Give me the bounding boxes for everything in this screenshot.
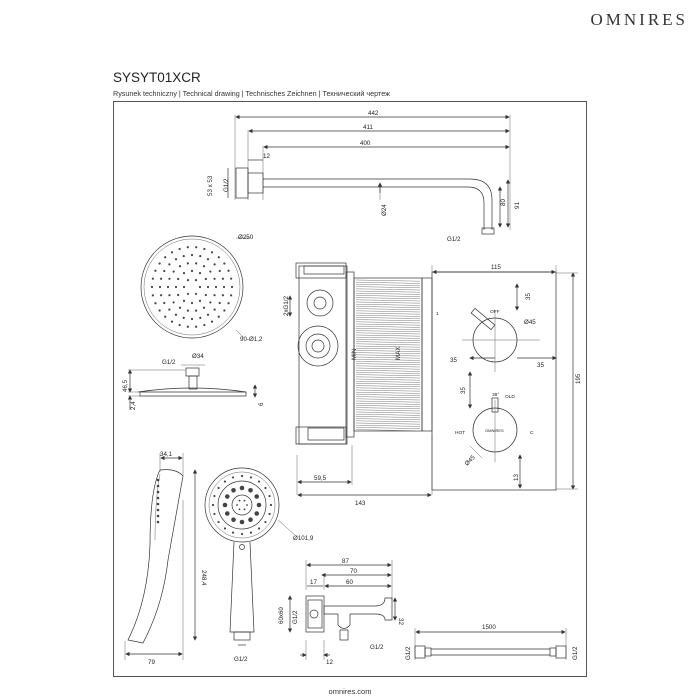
dim-elbow-70: 70 [350,568,357,575]
nozzle-dot [223,286,225,288]
knurl-line [356,410,420,411]
knurl-line [356,401,420,402]
concealed-box-drawing [290,263,432,495]
knurl-line [356,381,420,382]
knurl-line [356,399,420,400]
label-plate-38: 38° [492,393,500,398]
nozzle-dot [168,278,170,280]
knurl-line [356,350,420,351]
dim-head-24: 2,4 [130,401,137,410]
nozzle-dot [187,293,189,295]
knurl-line [356,300,420,301]
knurl-line [356,289,420,290]
nozzle-dot [187,326,189,328]
knurl-line [356,293,420,294]
nozzle-dot [213,278,215,280]
nozzle-dot [199,255,201,257]
nozzle-dot [179,307,181,309]
dim-elbow-60x60: 60x60 [278,607,285,624]
knurl-line [356,320,420,321]
nozzle-dot [191,318,193,320]
knurl-line [356,282,420,283]
knurl-line [356,315,420,316]
spray-dot [212,504,214,506]
nozzle-dot [168,294,170,296]
spray-dot [236,504,238,506]
nozzle-dot [207,286,209,288]
nozzle-dot [187,310,189,312]
nozzle-dot [213,294,215,296]
side-spray-dot [157,491,160,494]
dim-hand-79: 79 [148,659,155,666]
nozzle-dot [219,270,221,272]
knurl-line [356,298,420,299]
nozzle-dot [191,302,193,304]
side-spray-dot [157,485,160,488]
knurl-line [356,394,420,395]
knurl-line [356,364,420,365]
knurl-line [356,322,420,323]
dim-hand-d1019: Ø101,9 [293,535,314,542]
knurl-line [356,403,420,404]
knurl-line [356,359,420,360]
knurl-line [356,405,420,406]
nozzle-dot [207,314,209,316]
dim-hand-341: 34,1 [160,451,173,458]
spray-dot [224,480,226,482]
knurl-line [356,342,420,343]
spray-dot [268,495,270,497]
nozzle-dot [205,294,207,296]
rain-head-side-view [128,365,255,410]
knurl-line [356,379,420,380]
nozzle-dot [199,317,201,319]
nozzle-dot [187,262,189,264]
spray-dot [224,527,226,529]
dim-plate-115: 115 [491,264,501,271]
knurl-line [356,366,420,367]
dim-hand-2484: 248,4 [200,570,207,586]
nozzle-dot [160,278,162,280]
spray-dot [258,527,260,529]
dim-head-465: 46,5 [122,379,129,392]
dim-head-nozzles: 90-Ø1,2 [240,336,263,343]
nozzle-dot [203,248,205,250]
knurl-line [356,386,420,387]
nozzle-dot [195,279,197,281]
hand-shower-side-drawing [125,453,195,660]
knurl-line [356,335,420,336]
spray-dot [217,521,219,523]
knurl-line [356,317,420,318]
knurl-line [356,423,420,424]
knurl-line [356,313,420,314]
dim-arm-d24: Ø24 [381,204,388,216]
nozzle-dot [230,278,232,280]
brand-logo: OMNIRES [590,10,688,29]
dim-elbow-12: 12 [326,659,333,666]
spray-dot [257,503,262,508]
nozzle-dot [195,293,197,295]
nozzle-dot [152,278,154,280]
spray-dot [239,500,241,502]
knurl-line [356,344,420,345]
label-plate-1: 1 [436,312,439,317]
knurl-line [356,339,420,340]
nozzle-dot [223,262,225,264]
knurl-line [356,368,420,369]
dim-12: 12 [263,153,270,160]
nozzle-dot [211,321,213,323]
side-spray-dot [157,521,160,524]
hose-drawing [415,628,566,660]
spray-dot [241,533,243,535]
dim-head-g12: G1/2 [162,359,176,366]
nozzle-dot [179,324,181,326]
nozzle-dot [183,255,185,257]
knurl-line [356,377,420,378]
dim-plate-35b: 35 [450,357,457,364]
knurl-line [356,346,420,347]
nozzle-dot [183,317,185,319]
nozzle-dot [207,258,209,260]
knurl-line [356,304,420,305]
knurl-line [356,412,420,413]
label-plate-c: C [530,431,534,436]
dim-elbow-g12b: G1/2 [370,644,384,651]
spray-dot [254,494,259,499]
dim-80: 80 [500,199,507,206]
nozzle-dot [227,302,229,304]
nozzle-dot [152,294,154,296]
nozzle-dot [195,262,197,264]
spray-dot [244,508,246,510]
knurl-line [356,421,420,422]
nozzle-dot [154,302,156,304]
knurl-line [356,306,420,307]
nozzle-dot [219,302,221,304]
nozzle-dot [222,294,224,296]
side-spray-dot [157,479,160,482]
nozzle-dot [179,248,181,250]
knurl-line [356,370,420,371]
nozzle-dot [191,254,193,256]
knurl-line [356,408,420,409]
knurl-line [356,337,420,338]
nozzle-dot [151,286,153,288]
nozzle-dot [205,278,207,280]
spray-dot [225,511,230,516]
dim-plate-d45b: Ø45 [463,454,477,468]
dim-91: 91 [514,202,521,209]
footer-url: omnires.com [328,687,372,696]
nozzle-dot [199,272,201,274]
nozzle-dot [218,316,220,318]
nozzle-dot [199,300,201,302]
spray-dot [232,476,234,478]
nozzle-dot [195,246,197,248]
dim-plate-195: 195 [575,373,582,384]
rain-shower-head-drawing [141,236,250,338]
spray-dot [240,520,245,525]
nozzle-dot [187,279,189,281]
nozzle-dot [175,314,177,316]
nozzle-dot [195,326,197,328]
nozzle-dot [175,286,177,288]
knurl-line [356,388,420,389]
nozzle-dot [164,256,166,258]
nozzle-dot [177,278,179,280]
knurl-line [356,328,420,329]
knurl-line [356,355,420,356]
dim-elbow-17: 17 [310,579,317,586]
nozzle-dot [177,294,179,296]
spray-dot [254,511,259,516]
drawing-subtitle: Rysunek techniczny | Technical drawing | Technisches Zeichnen | Технический чертеж [113,89,390,98]
knurl-line [356,353,420,354]
knurl-line [356,414,420,415]
knurl-line [356,372,420,373]
spray-dot [246,504,248,506]
nozzle-dot [175,258,177,260]
dim-box-143: 143 [355,500,366,507]
dim-elbow-87: 87 [342,558,349,565]
dim-plate-35c: 35 [537,362,544,369]
nozzle-dot [183,272,185,274]
dim-elbow-60: 60 [346,579,353,586]
nozzle-dot [199,286,201,288]
spray-dot [268,513,270,515]
knurl-line [356,392,420,393]
spray-dot [270,504,272,506]
spray-dot [264,521,266,523]
spray-dot [248,517,253,522]
nozzle-dot [203,324,205,326]
shower-arm-drawing [228,115,510,234]
dim-arm-g12: G1/2 [223,178,230,192]
knurl-line [356,427,420,428]
dim-plate-d45a: Ø45 [524,319,536,326]
nozzle-dot [230,294,232,296]
nozzle-dot [179,265,181,267]
knurl-line [356,291,420,292]
knurl-line [356,425,420,426]
knurl-line [356,383,420,384]
label-plate-cold: OLD [505,395,515,400]
label-plate-hot: HOT [455,431,466,436]
dim-411: 411 [363,124,373,131]
spray-dot [240,486,245,491]
dim-arm-end-g12: G1/2 [447,236,461,243]
dim-plate-35d: 35 [460,387,467,394]
nozzle-dot [173,270,175,272]
knurl-line [356,430,420,431]
dim-plate-35a: 35 [525,293,532,300]
spray-dot [213,513,215,515]
spray-dot [231,488,236,493]
dim-400: 400 [360,140,371,147]
spray-dot [223,503,228,508]
dim-hand-g12: G1/2 [234,656,248,663]
knurl-line [356,357,420,358]
label-plate-brand: OMNIRES [485,428,504,433]
dim-box-2xg12: 2xG1/2 [283,296,290,316]
nozzle-dot [214,263,216,265]
spray-dot [258,480,260,482]
nozzle-dot [183,300,185,302]
nozzle-dot [215,286,217,288]
knurl-line [356,390,420,391]
dim-elbow-32: 32 [397,618,404,625]
nozzle-dot [164,316,166,318]
spray-dot [213,495,215,497]
knurl-line [356,311,420,312]
nozzle-dot [218,256,220,258]
knurl-line [356,361,420,362]
dim-head-d34: Ø34 [192,353,204,360]
side-spray-dot [157,503,160,506]
nozzle-dot [168,263,170,265]
spray-dot [241,475,243,477]
model-code: SYSYT01XCR [113,70,201,85]
knurl-line [356,397,420,398]
knurl-line [356,416,420,417]
dim-hose-g12a: G1/2 [405,646,412,660]
nozzle-dot [159,309,161,311]
nozzle-dot [154,270,156,272]
nozzle-dot [203,265,205,267]
dim-head-d250: Ø250 [238,234,254,241]
nozzle-dot [163,270,165,272]
knurl-line [356,309,420,310]
knurl-line [356,284,420,285]
knurl-line [356,302,420,303]
spray-dot [225,494,230,499]
nozzle-dot [203,307,205,309]
nozzle-dot [231,286,233,288]
knurl-line [356,333,420,334]
nozzle-dot [187,246,189,248]
spray-dot [250,531,252,533]
nozzle-dot [167,286,169,288]
knurl-line [356,287,420,288]
dim-head-6: 6 [258,402,265,406]
dim-hose-g12b: G1/2 [572,646,579,660]
spray-dot [248,488,253,493]
spray-dot [231,517,236,522]
nozzle-dot [159,262,161,264]
label-box-min: MIN [351,348,358,360]
spray-dot [232,531,234,533]
nozzle-dot [227,270,229,272]
knurl-line [356,348,420,349]
knurl-line [356,419,420,420]
nozzle-dot [160,294,162,296]
nozzle-dot [214,309,216,311]
dim-442: 442 [368,110,379,117]
nozzle-dot [159,286,161,288]
knurl-line [356,324,420,325]
nozzle-dot [173,301,175,303]
spray-dot [217,487,219,489]
nozzle-dot [209,301,211,303]
nozzle-dot [195,310,197,312]
knurl-line [356,375,420,376]
knurl-line [356,326,420,327]
dim-elbow-g12a: G1/2 [292,610,299,624]
nozzle-dot [163,302,165,304]
spray-dot [239,508,241,510]
label-plate-off: OFF [490,310,500,315]
spray-dot [244,500,246,502]
dim-hose-1500: 1500 [482,624,496,631]
nozzle-dot [211,251,213,253]
side-spray-dot [157,515,160,518]
nozzle-dot [222,278,224,280]
dim-box-595: 59,5 [314,475,327,482]
knurl-line [356,280,420,281]
knurl-line [356,295,420,296]
spray-dot [250,476,252,478]
side-spray-dot [157,509,160,512]
face-plate-drawing [432,265,578,490]
nozzle-dot [191,270,193,272]
dim-flange-53: 53 x 53 [207,175,214,196]
nozzle-dot [223,309,225,311]
nozzle-dot [183,286,185,288]
dim-plate-13: 13 [513,474,520,481]
spray-dot [264,487,266,489]
side-spray-dot [157,497,160,500]
nozzle-dot [171,251,173,253]
label-box-max: MAX [395,346,402,360]
nozzle-dot [171,321,173,323]
nozzle-dot [168,309,170,311]
knurl-line [356,331,420,332]
nozzle-dot [209,270,211,272]
